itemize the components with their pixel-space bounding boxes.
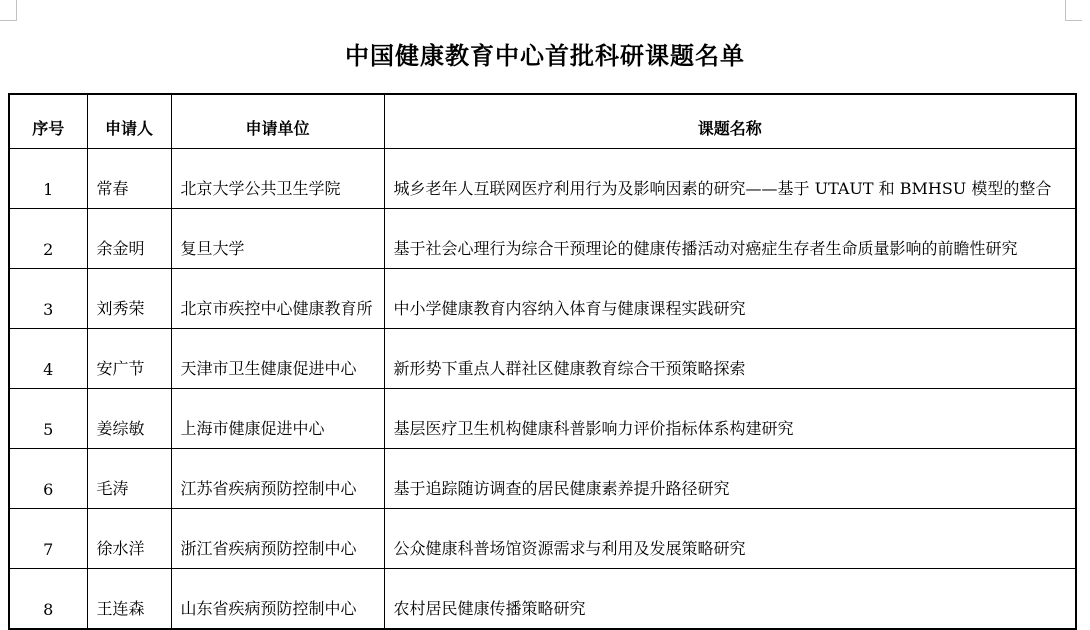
cell-seq: 3 — [9, 269, 87, 329]
cell-project: 基于追踪随访调查的居民健康素养提升路径研究 — [384, 449, 1076, 509]
cell-seq: 4 — [9, 329, 87, 389]
cell-seq: 7 — [9, 509, 87, 569]
cell-organization: 江苏省疾病预防控制中心 — [171, 449, 384, 509]
research-projects-table — [8, 93, 1077, 630]
cell-project: 公众健康科普场馆资源需求与利用及发展策略研究 — [384, 509, 1076, 569]
cell-applicant: 徐水洋 — [87, 509, 171, 569]
cell-seq: 2 — [9, 209, 87, 269]
cell-organization: 北京大学公共卫生学院 — [171, 149, 384, 209]
table-row — [9, 149, 1076, 209]
table-row — [9, 449, 1076, 509]
cell-project: 基于社会心理行为综合干预理论的健康传播活动对癌症生存者生命质量影响的前瞻性研究 — [384, 209, 1076, 269]
cell-applicant: 余金明 — [87, 209, 171, 269]
cell-project: 农村居民健康传播策略研究 — [384, 569, 1076, 630]
cell-project: 基层医疗卫生机构健康科普影响力评价指标体系构建研究 — [384, 389, 1076, 449]
table-row — [9, 569, 1076, 630]
cell-applicant: 姜综敏 — [87, 389, 171, 449]
header-cell-seq: 序号 — [9, 94, 87, 149]
cell-project: 城乡老年人互联网医疗利用行为及影响因素的研究——基于 UTAUT 和 BMHSU 模型的整合 — [384, 149, 1076, 209]
table-row — [9, 269, 1076, 329]
cell-seq: 1 — [9, 149, 87, 209]
cell-organization: 浙江省疾病预防控制中心 — [171, 509, 384, 569]
cell-applicant: 安广节 — [87, 329, 171, 389]
cell-organization: 北京市疾控中心健康教育所 — [171, 269, 384, 329]
table-row — [9, 509, 1076, 569]
text-boundary-mark-top-left — [0, 0, 17, 21]
cell-applicant: 刘秀荣 — [87, 269, 171, 329]
table-row — [9, 389, 1076, 449]
page-title: 中国健康教育中心首批科研课题名单 — [345, 41, 745, 70]
cell-applicant: 王连森 — [87, 569, 171, 630]
cell-seq: 5 — [9, 389, 87, 449]
header-cell-project: 课题名称 — [384, 94, 1076, 149]
cell-project: 中小学健康教育内容纳入体育与健康课程实践研究 — [384, 269, 1076, 329]
text-boundary-mark-top-right — [1065, 0, 1082, 21]
cell-project: 新形势下重点人群社区健康教育综合干预策略探索 — [384, 329, 1076, 389]
cell-seq: 6 — [9, 449, 87, 509]
cell-applicant: 毛涛 — [87, 449, 171, 509]
cell-seq: 8 — [9, 569, 87, 630]
table-row — [9, 209, 1076, 269]
cell-organization: 天津市卫生健康促进中心 — [171, 329, 384, 389]
cell-organization: 上海市健康促进中心 — [171, 389, 384, 449]
header-cell-organization: 申请单位 — [171, 94, 384, 149]
cell-organization: 复旦大学 — [171, 209, 384, 269]
cell-applicant: 常春 — [87, 149, 171, 209]
header-cell-applicant: 申请人 — [87, 94, 171, 149]
table-row — [9, 329, 1076, 389]
table-header-row — [9, 94, 1076, 149]
cell-organization: 山东省疾病预防控制中心 — [171, 569, 384, 630]
